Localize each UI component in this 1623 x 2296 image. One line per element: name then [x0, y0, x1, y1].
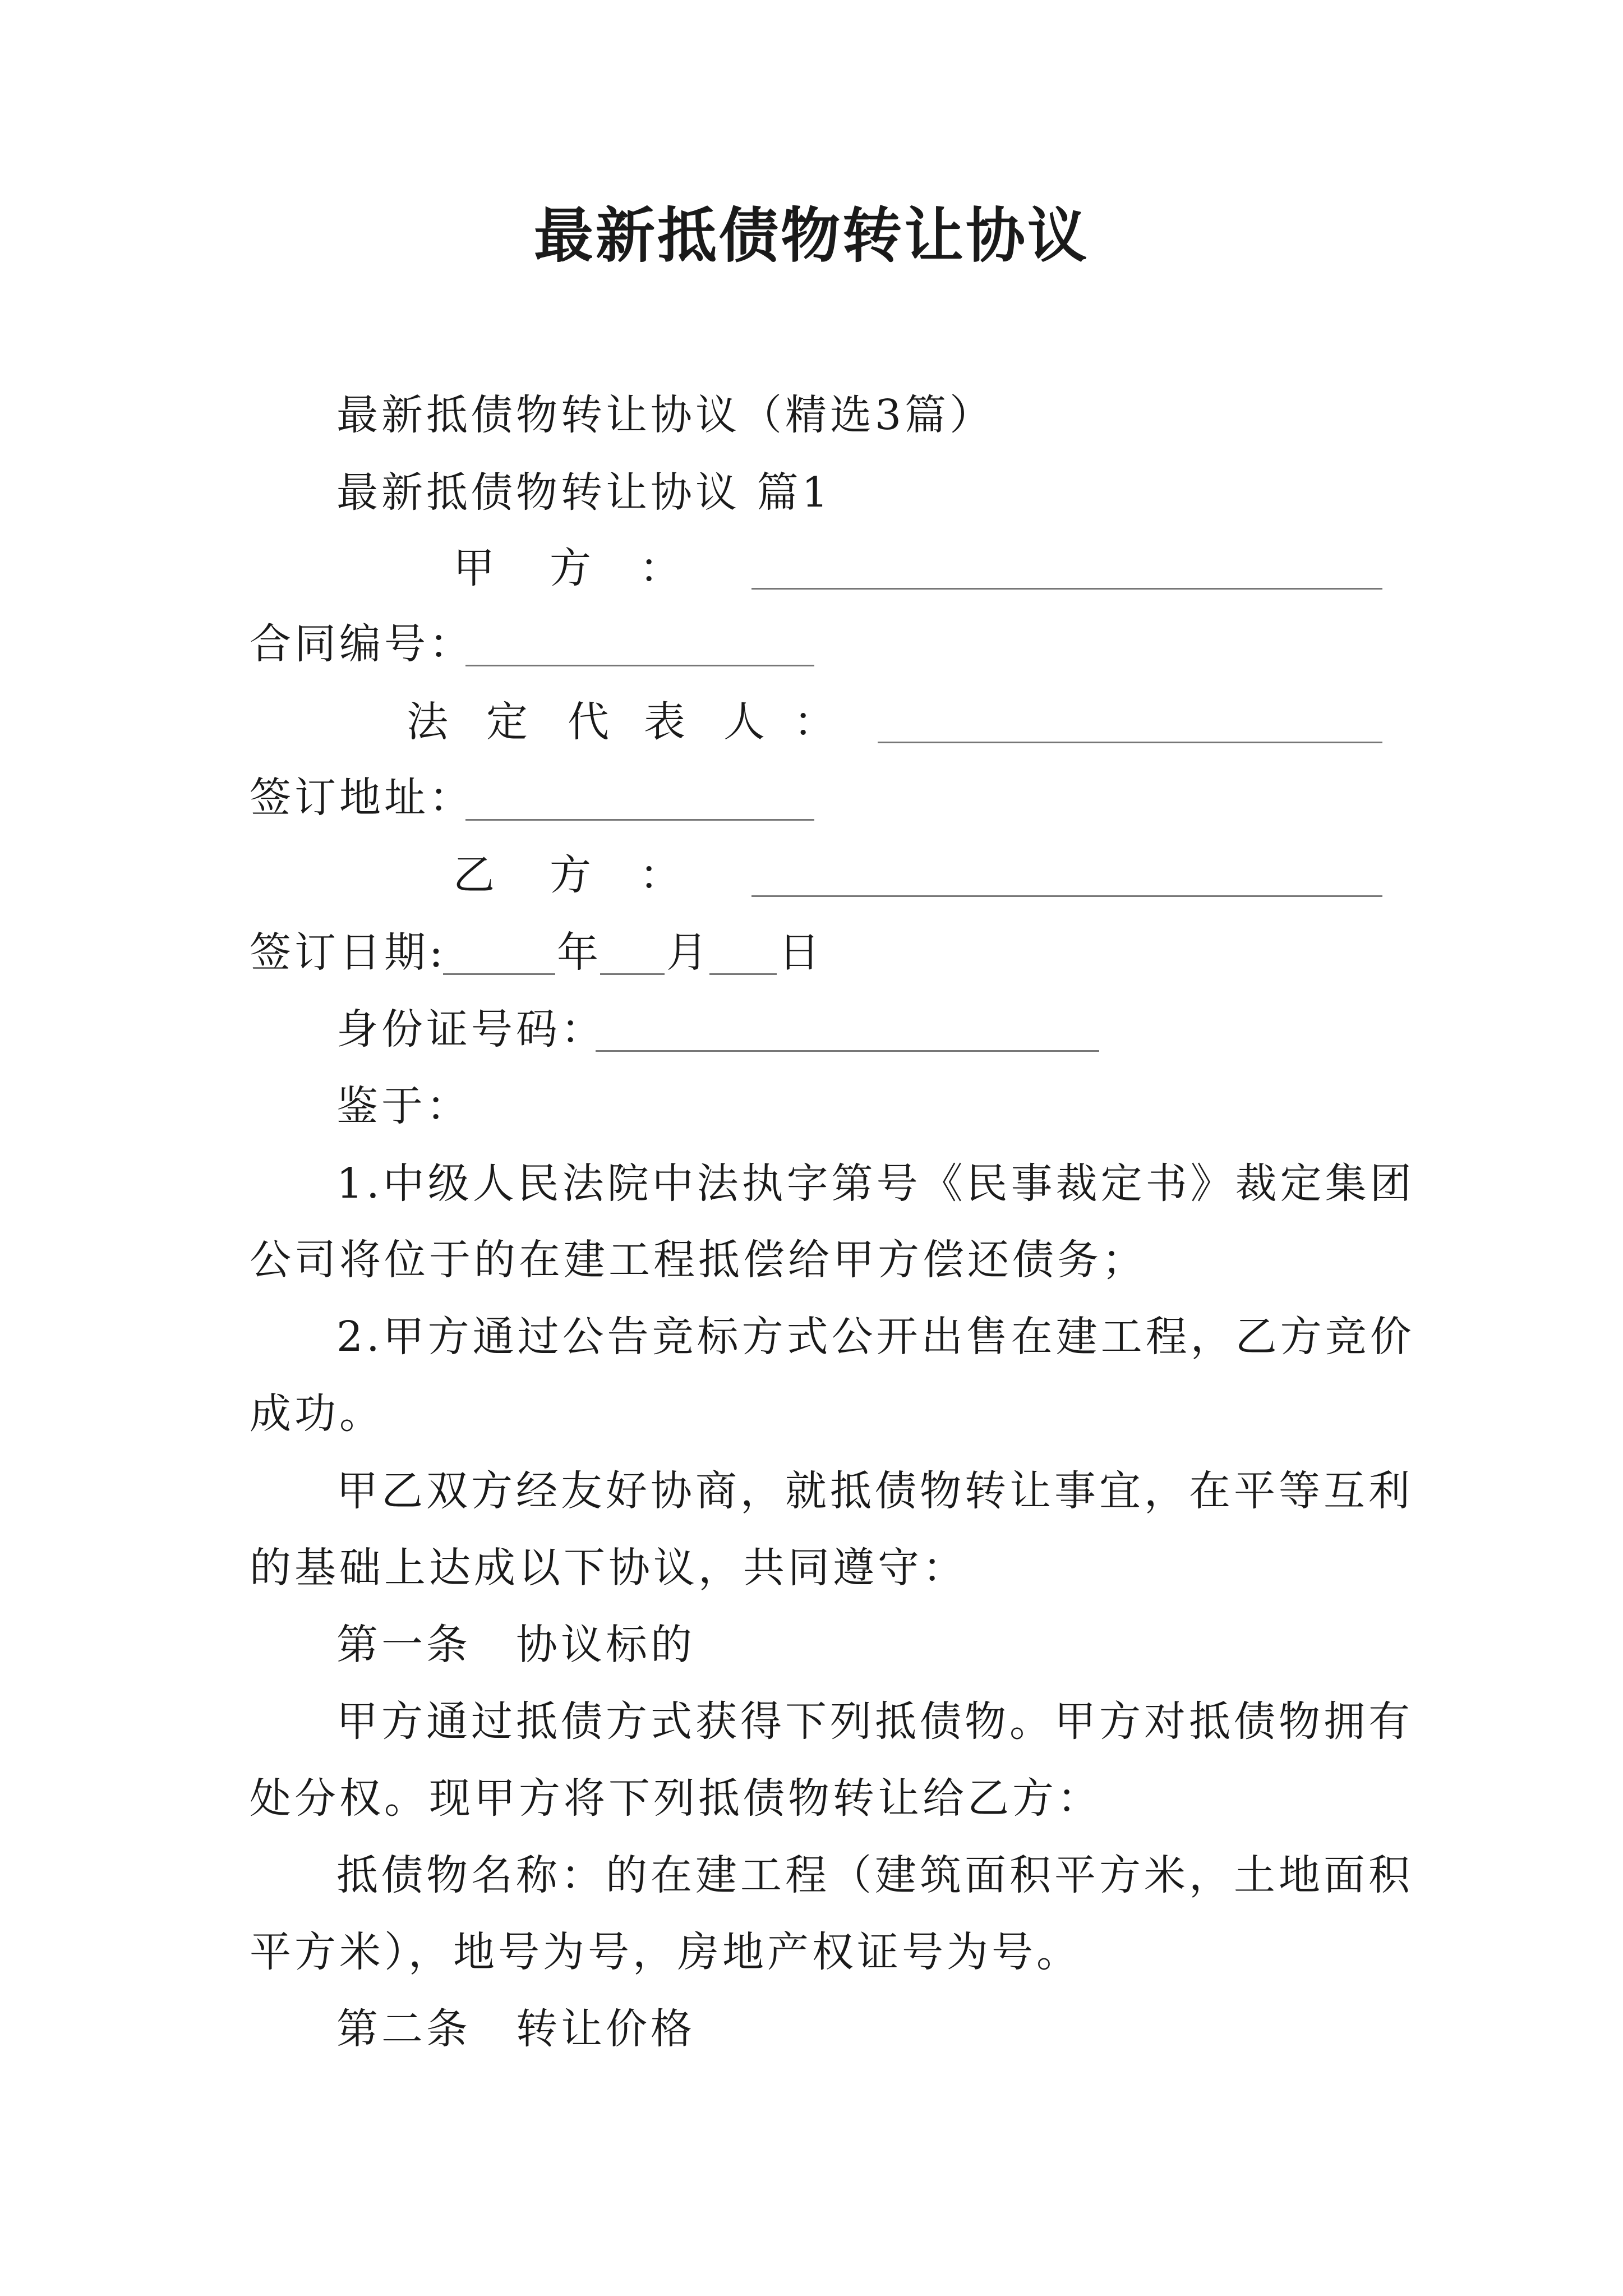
sign-date-year-blank: [443, 973, 555, 975]
document-subtitle: 最新抵债物转让协议（精选3篇）: [336, 391, 995, 439]
sign-address-blank: [465, 819, 814, 821]
document-title: 最新抵债物转让协议: [534, 200, 1089, 270]
legal-rep-char-2: 定: [486, 698, 528, 746]
article-2-heading: 第二条 转让价格: [336, 2005, 695, 2053]
legal-rep-char-3: 代: [568, 698, 609, 746]
sign-date-year: 年: [557, 928, 598, 977]
sign-date-label: 签订日期:: [250, 928, 446, 977]
party-a-colon: ：: [639, 544, 681, 592]
sign-date-month: 月: [666, 928, 708, 977]
contract-no-blank: [465, 665, 814, 666]
party-a-char-2: 方: [550, 544, 591, 592]
paragraph-1-line-1: 1.中级人民法院中法执字第号《民事裁定书》裁定集团: [336, 1159, 1415, 1208]
party-b-colon: ：: [639, 851, 681, 899]
party-a-blank: [751, 588, 1382, 590]
party-b-char-2: 方: [550, 851, 591, 899]
id-number-label: 身份证号码：: [336, 1005, 606, 1053]
party-a-char-1: 甲: [453, 544, 495, 592]
legal-rep-char-4: 表: [644, 698, 685, 746]
paragraph-3-line-1: 甲乙双方经友好协商，就抵债物转让事宜，在平等互利: [336, 1467, 1413, 1515]
sign-address-label: 签订地址：: [250, 774, 474, 822]
contract-no-label: 合同编号：: [250, 620, 474, 668]
legal-rep-colon: ：: [794, 698, 835, 746]
paragraph-2-line-2: 成功。: [250, 1389, 384, 1438]
paragraph-2-line-1: 2.甲方通过公告竞标方式公开出售在建工程，乙方竞价: [336, 1313, 1415, 1361]
section-heading: 最新抵债物转让协议 篇1: [336, 468, 832, 517]
legal-rep-char-5: 人: [723, 698, 765, 746]
legal-rep-blank: [878, 742, 1382, 743]
article-1-heading: 第一条 协议标的: [336, 1621, 695, 1669]
whereas-label: 鉴于：: [336, 1082, 471, 1130]
paragraph-3-line-2: 的基础上达成以下协议，共同遵守：: [250, 1544, 967, 1592]
paragraph-4-line-2: 处分权。现甲方将下列抵债物转让给乙方：: [250, 1774, 1102, 1823]
paragraph-4-line-1: 甲方通过抵债方式获得下列抵债物。甲方对抵债物拥有: [336, 1697, 1413, 1746]
sign-date-month-blank: [600, 973, 665, 975]
legal-rep-char-1: 法: [407, 698, 448, 746]
sign-date-day-blank: [709, 973, 777, 975]
paragraph-5-line-2: 平方米），地号为号，房地产权证号为号。: [250, 1928, 1081, 1976]
party-b-blank: [751, 895, 1382, 897]
party-b-char-1: 乙: [453, 851, 495, 899]
sign-date-day: 日: [778, 928, 820, 977]
paragraph-1-line-2: 公司将位于的在建工程抵偿给甲方偿还债务；: [250, 1236, 1147, 1284]
paragraph-5-line-1: 抵债物名称：的在建工程（建筑面积平方米，土地面积: [336, 1851, 1413, 1899]
id-number-blank: [596, 1050, 1099, 1052]
